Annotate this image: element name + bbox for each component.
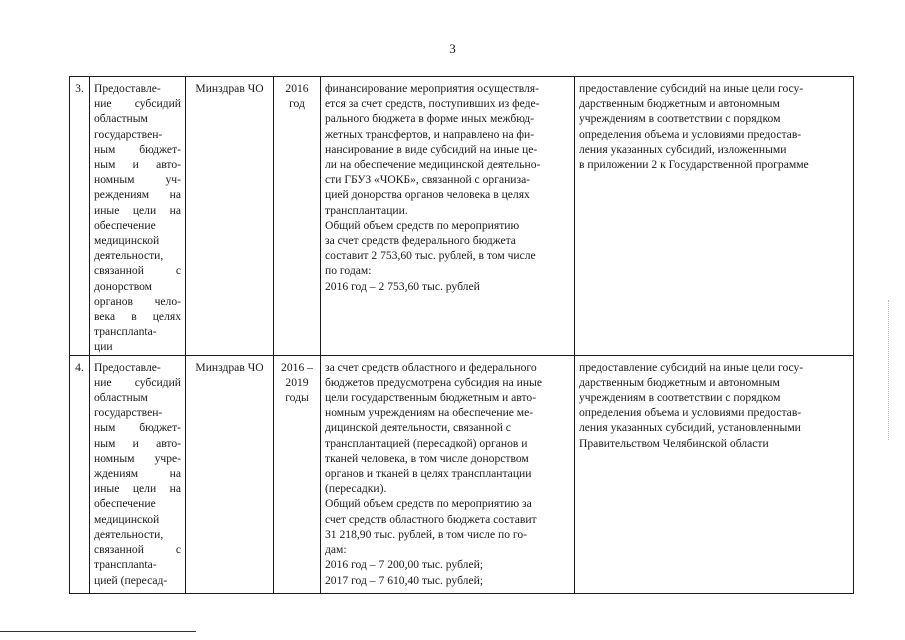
measure-name-line: деятельности, [94, 249, 164, 263]
measure-name-line: областным [94, 112, 148, 126]
description-line: 2016 год – 7 200,00 тыс. рублей; [325, 558, 484, 572]
description-line: органов и тканей в целях трансплантации [325, 467, 532, 481]
measure-name-line: ным и авто- [94, 158, 181, 172]
description-line: составит 2 753,60 тыс. рублей, в том числе [325, 249, 536, 263]
description-line: ется за счет средств, поступивших из феде- [325, 97, 540, 111]
description-line: дицинской деятельности, связанной с [325, 421, 511, 435]
description-cell [321, 355, 575, 593]
description-line: Общий объем средств по мероприятию [325, 218, 520, 232]
result-cell [575, 77, 854, 356]
executor-text: Минздрав ЧО [195, 360, 264, 374]
result-line: ления указанных субсидий, установленными [579, 421, 801, 435]
years-line: 2019 [285, 375, 309, 389]
result-cell [575, 355, 854, 593]
description-line: дам: [325, 543, 347, 557]
description-line: сти ГБУЗ «ЧОКБ», связанной с организа- [325, 173, 531, 187]
description-line: счет средств областного бюджета составит [325, 512, 537, 526]
measure-name-line: государствен- [94, 127, 163, 141]
years-line: 2016 – [281, 360, 313, 374]
description-line: за счет средств федерального бюджета [325, 234, 516, 248]
row-number-text: 4. [75, 360, 84, 374]
measure-name-line: ции [94, 340, 113, 354]
measure-name-line: областным [94, 391, 148, 405]
measure-name-line: Предоставле- [94, 82, 161, 95]
measure-name-line: ным бюджет- [94, 142, 181, 156]
table-row [70, 77, 854, 356]
description-line: трансплантацией (пересадкой) органов и [325, 436, 528, 450]
description-line: 2016 год – 2 753,60 тыс. рублей [325, 279, 480, 293]
measure-name-line: медицинской [94, 512, 160, 526]
years-line: год [289, 97, 305, 111]
measure-name-line: ным бюджет- [94, 421, 181, 435]
measure-name-line: ждениям на [94, 467, 181, 481]
description-line: жетных трансфертов, и направлено на фи- [325, 127, 535, 141]
years-cell [274, 77, 321, 356]
description-line: трансплантации. [325, 203, 408, 217]
result-line: дарственным бюджетным и автономным [579, 375, 780, 389]
measure-name-line: органов чело- [94, 294, 181, 308]
measure-name-line: связанной с [94, 264, 181, 278]
measure-name-line: иные цели на [94, 203, 181, 217]
description-line: номным учреждениям на обеспечение ме- [325, 406, 534, 420]
result-line: дарственным бюджетным и автономным [579, 97, 780, 111]
result-line: учреждениям в соответствии с порядком [579, 112, 781, 126]
description-line: по годам: [325, 264, 372, 278]
years-cell [274, 355, 321, 593]
result-line: определения объема и условиями предостав- [579, 406, 802, 420]
measure-name-line: связанной с [94, 543, 181, 557]
result-line: предоставление субсидий на иные цели госу- [579, 82, 804, 95]
footnote-rule [0, 631, 196, 632]
measure-name-line: номным учре- [94, 451, 181, 465]
description-line: 31 218,90 тыс. рублей, в том числе по го- [325, 527, 528, 541]
row-number-text: 3. [75, 82, 84, 95]
measure-name-line: государствен- [94, 406, 163, 420]
description-line: ли на обеспечение медицинской деятельно- [325, 158, 541, 172]
page-number: 3 [449, 41, 456, 56]
scan-margin-marks [888, 300, 892, 440]
measure-name-line: ным и авто- [94, 436, 181, 450]
measure-name-cell [90, 355, 186, 593]
measure-name-line: обеспечение [94, 497, 156, 511]
measure-name-line: цией (пересад- [94, 573, 168, 587]
description-line: цели государственным бюджетным и авто- [325, 391, 537, 405]
description-line: 2017 год – 7 610,40 тыс. рублей; [325, 573, 484, 587]
result-line: Правительством Челябинской области [579, 436, 769, 450]
measure-name-line: трансплanta- [94, 558, 157, 572]
years-line: годы [285, 391, 309, 405]
executor-text: Минздрав ЧО [195, 82, 264, 95]
description-line: (пересадки). [325, 482, 387, 496]
result-line: ления указанных субсидий, изложенными [579, 142, 787, 156]
description-line: цией донорства органов человека в целях [325, 188, 530, 202]
result-line: определения объема и условиями предостав- [579, 127, 802, 141]
measure-name-line: деятельности, [94, 527, 164, 541]
description-line: за счет средств областного и федерального [325, 360, 537, 374]
result-line: в приложении 2 к Государственной программе [579, 158, 809, 172]
measure-name-line: ние субсидий [94, 97, 181, 111]
measures-table [69, 76, 854, 594]
table-row [70, 355, 854, 593]
description-line: рального бюджета в форме иных межбюд- [325, 112, 535, 126]
measure-name-cell [90, 77, 186, 356]
measure-name-line: реждениям на [94, 188, 181, 202]
row-number [70, 77, 90, 356]
measure-name-line: номным уч- [94, 173, 181, 187]
measure-name-line: иные цели на [94, 482, 181, 496]
result-line: предоставление субсидий на иные цели госу- [579, 360, 804, 374]
measure-name-line: обеспечение [94, 218, 156, 232]
description-line: бюджетов предусмотрена субсидия на иные [325, 375, 542, 389]
measure-name-line: ние субсидий [94, 375, 181, 389]
executor-cell [186, 355, 274, 593]
row-number [70, 355, 90, 593]
description-cell [321, 77, 575, 356]
description-line: тканей человека, в том числе донорством [325, 451, 529, 465]
table-body [70, 77, 854, 594]
measure-name-line: медицинской [94, 234, 160, 248]
measure-name-line: века в целях [94, 310, 181, 324]
measure-name-line: донорством [94, 279, 153, 293]
description-line: нансирование в виде субсидий на иные це- [325, 142, 538, 156]
result-line: учреждениям в соответствии с порядком [579, 391, 781, 405]
executor-cell [186, 77, 274, 356]
measure-name-line: трансплanta- [94, 325, 157, 339]
years-line: 2016 [285, 82, 309, 95]
measure-name-line: Предоставле- [94, 360, 161, 374]
description-line: Общий объем средств по мероприятию за [325, 497, 532, 511]
description-line: финансирование мероприятия осуществля- [325, 82, 540, 95]
